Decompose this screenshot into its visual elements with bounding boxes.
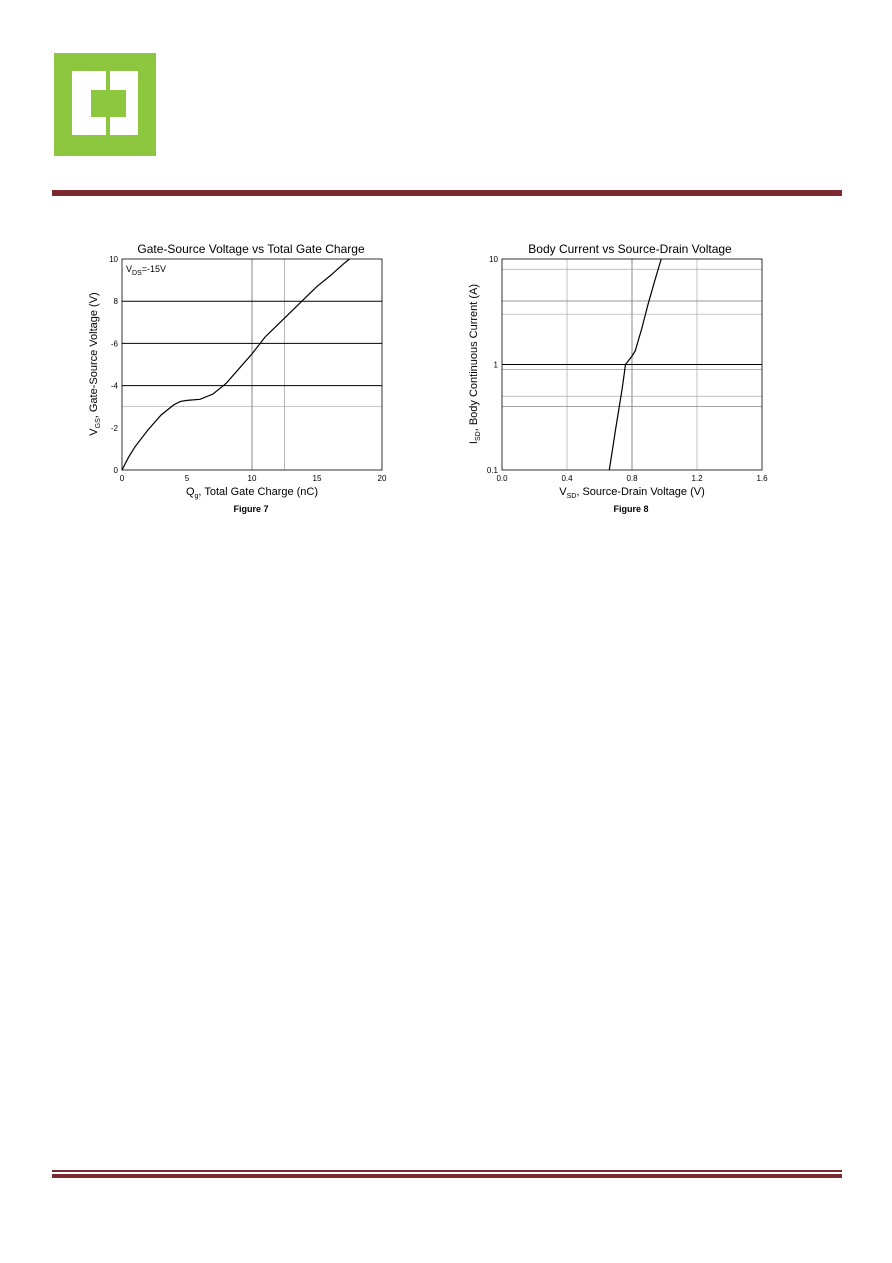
chart7-y-tick-2: -4 <box>110 381 118 391</box>
chart8-x-axis-label: $V_{SD}$, Source-Drain Voltage (V) <box>559 486 705 500</box>
chart7-y-tick-1: -2 <box>110 423 118 433</box>
chart8-caption: Figure 8 <box>613 504 649 514</box>
chart8-y-tick-1: 1 <box>493 360 498 370</box>
chart8-title: Body Current vs Source-Drain Voltage <box>528 242 732 256</box>
chart7-x-tick-0: 0 <box>119 474 125 483</box>
chart7-tick-labels <box>109 255 387 483</box>
chart7-x-axis-label: $Q_g$, Total Gate Charge (nC) <box>185 486 319 500</box>
footer-rule-thick <box>52 1174 842 1178</box>
chart7-annotation: $V_{DS}=-15V$ <box>126 264 167 277</box>
footer-rule-thin <box>52 1170 842 1172</box>
chart8-x-tick-2: 0.8 <box>626 474 638 483</box>
chart8-x-tick-3: 1.2 <box>691 474 703 483</box>
chart8-y-axis-label: $I_{SD}$, Body Continuous Current (A) <box>468 283 482 445</box>
chart7-x-tick-3: 15 <box>312 474 322 483</box>
chart7-title: Gate-Source Voltage vs Total Gate Charge <box>137 242 365 256</box>
company-logo <box>54 53 156 156</box>
chart8-y-tick-2: 10 <box>489 255 498 264</box>
chart7-caption: Figure 7 <box>233 504 269 514</box>
chart7-y-tick-4: 8 <box>113 297 118 307</box>
chart7-x-tick-1: 5 <box>184 474 190 483</box>
chart7-series-line <box>122 259 350 470</box>
chart7-y-tick-0: 0 <box>113 466 118 475</box>
chart8-y-tick-0: 0.1 <box>486 466 498 475</box>
chart7-y-tick-5: 10 <box>109 255 118 264</box>
chart8-x-tick-0: 0.0 <box>496 474 508 483</box>
header-rule <box>52 190 842 196</box>
chart8-x-tick-4: 1.6 <box>756 474 768 483</box>
chart-figure-8 <box>458 238 788 523</box>
chart8-x-tick-1: 0.4 <box>561 474 573 483</box>
logo-background <box>54 53 156 156</box>
chart7-gridlines <box>122 259 382 470</box>
chart7-x-tick-2: 10 <box>247 474 257 483</box>
chart7-y-axis-label: $V_{GS}$, Gate-Source Voltage (V) <box>88 292 102 436</box>
chart7-y-tick-3: -6 <box>110 339 118 349</box>
chart-figure-7 <box>80 238 410 523</box>
chart7-x-tick-4: 20 <box>377 474 387 483</box>
chart8-gridlines <box>502 259 762 470</box>
